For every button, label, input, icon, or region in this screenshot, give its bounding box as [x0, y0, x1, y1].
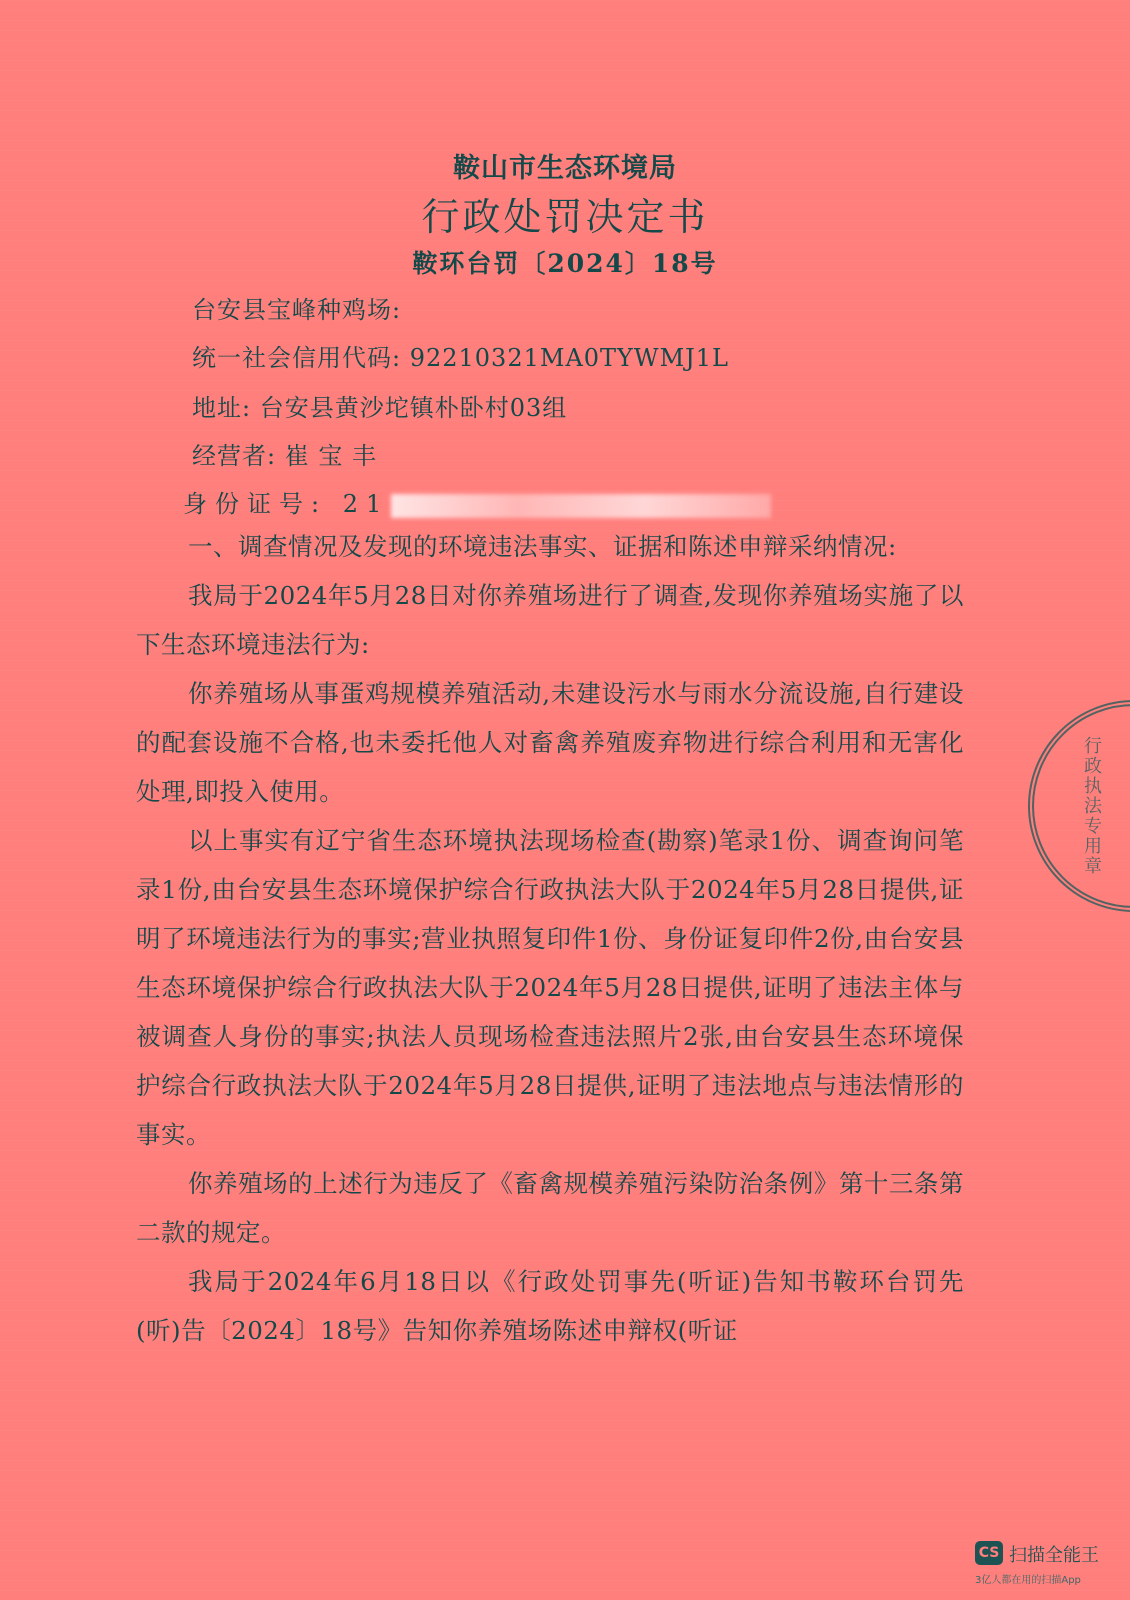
watermark-app-name: 扫描全能王 — [1009, 1545, 1099, 1566]
id-number-visible: 21 — [342, 490, 390, 518]
paragraph-violation: 你养殖场从事蛋鸡规模养殖活动,未建设污水与雨水分流设施,自行建设的配套设施不合格,也未委托他人对畜禽养殖废弃物进行综合利用和无害化处理,即投入使用。 — [136, 679, 964, 806]
paragraph-notice: 我局于2024年6月18日以《行政处罚事先(听证)告知书鞍环台罚先(听)告〔2024〕18号》告知你养殖场陈述申辩权(听证 — [136, 1267, 964, 1345]
official-seal — [1028, 700, 1130, 912]
seal-text: 行政执法专用章 — [1081, 736, 1102, 876]
party-operator: 经营者: 崔 宝 丰 — [192, 442, 377, 470]
party-name: 台安县宝峰种鸡场: — [192, 296, 402, 324]
id-number-redaction — [391, 494, 771, 518]
watermark-tagline: 3亿人都在用的扫描App — [975, 1575, 1081, 1586]
issuing-organization: 鞍山市生态环境局 — [453, 153, 677, 184]
document-number: 鞍环台罚〔2024〕18号 — [412, 249, 718, 278]
party-address: 地址: 台安县黄沙坨镇朴卧村03组 — [192, 394, 568, 422]
id-number-row — [183, 484, 771, 519]
section-investigation — [136, 522, 964, 1355]
paragraph-regulation: 你养殖场的上述行为违反了《畜禽规模养殖污染防治条例》第十三条第二款的规定。 — [136, 1169, 964, 1247]
camscanner-logo-icon: CS — [975, 1541, 1003, 1565]
id-number-label: 身份证号: — [183, 490, 328, 518]
scanner-watermark — [975, 1541, 1105, 1591]
paragraph-investigation-date: 我局于2024年5月28日对你养殖场进行了调查,发现你养殖场实施了以下生态环境违法行为: — [136, 581, 964, 659]
document-title: 行政处罚决定书 — [421, 195, 709, 239]
section-heading: 一、调查情况及发现的环境违法事实、证据和陈述申辩采纳情况: — [188, 532, 897, 561]
paragraph-evidence: 以上事实有辽宁省生态环境执法现场检查(勘察)笔录1份、调查询问笔录1份,由台安县生态环境保护综合行政执法大队于2024年5月28日提供,证明了环境违法行为的事实;营业执照复印件1份、身份证复印件2份,由台安县生态环境保护综合行政执法大队于2024年5月28日提供,证明了违法主体与被调查人身份的事实;执法人员现场检查违法照片2张,由台安县生态环境保护综合行政执法大队于2024年5月28日提供,证明了违法地点与违法情形的事实。 — [136, 826, 964, 1149]
credit-code: 统一社会信用代码: 92210321MA0TYWMJ1L — [192, 344, 729, 372]
